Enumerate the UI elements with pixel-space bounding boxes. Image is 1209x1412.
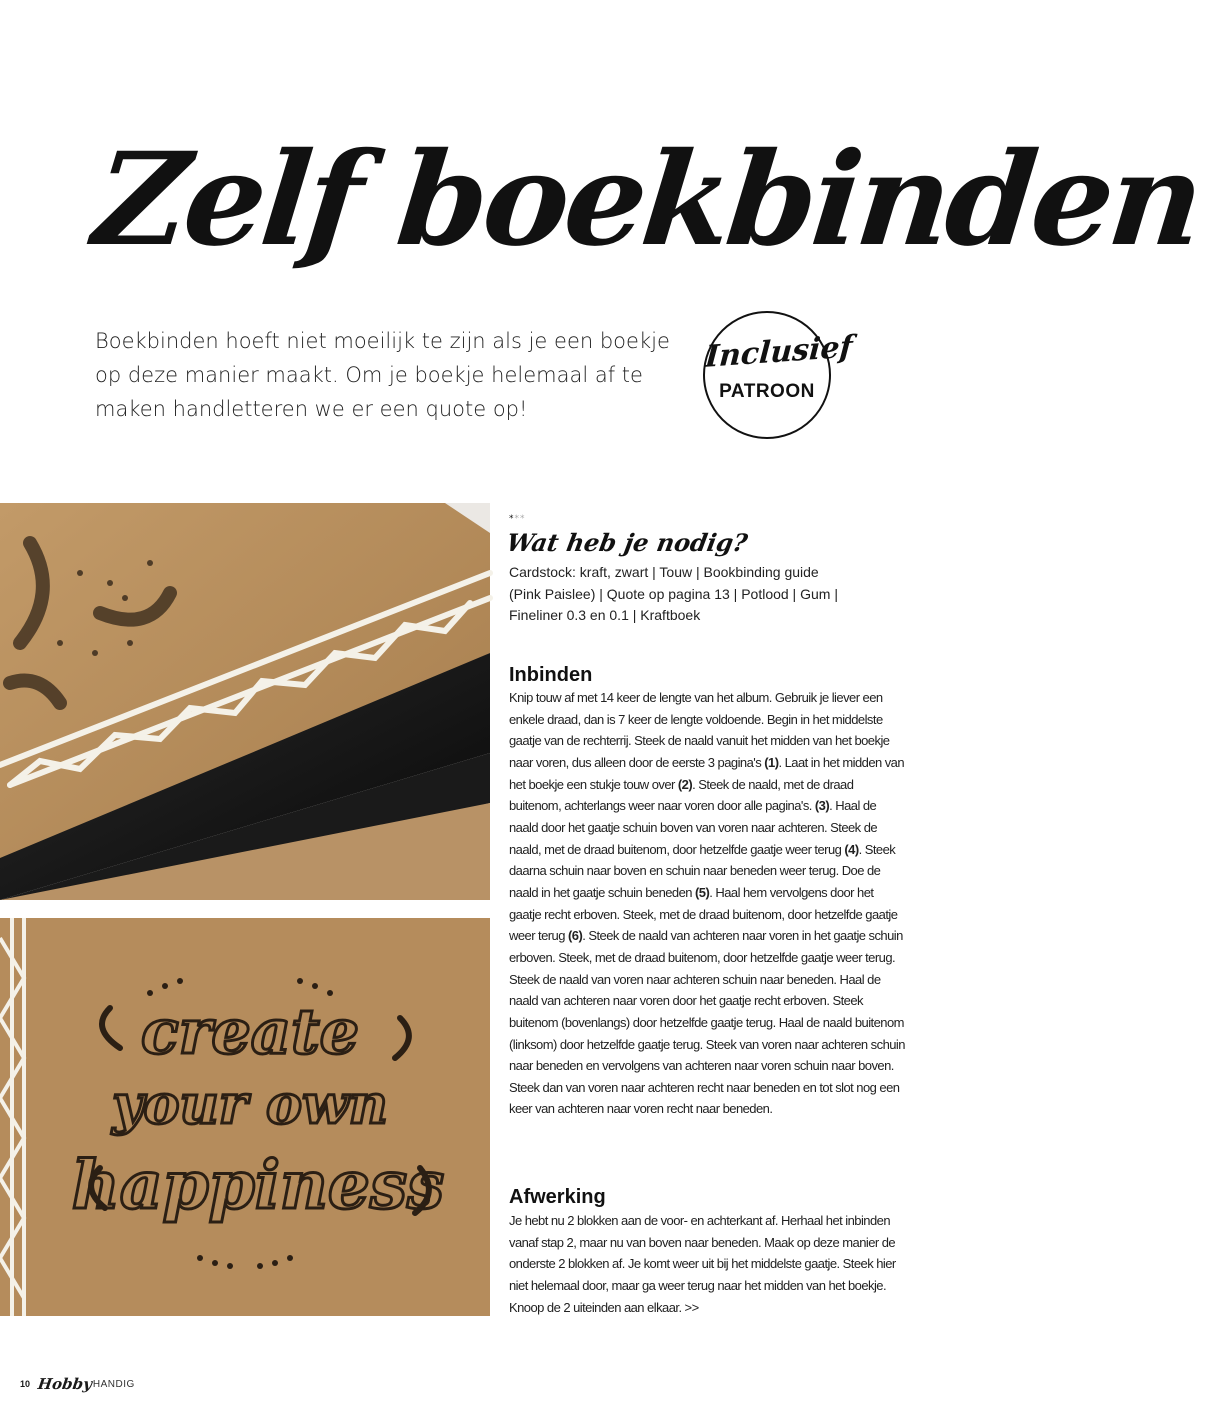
star-dark: * [509, 514, 515, 524]
magazine-logo-sub: HANDIG [92, 1378, 135, 1390]
inbinden-heading: Inbinden [509, 664, 593, 686]
intro-text: Boekbinden hoeft niet moeilijk te zijn als je een boekje op deze manier maakt. Om je boekje helemaal af te maken handletteren we er een quote op! [95, 329, 670, 421]
badge-script: Inclusief [703, 329, 854, 375]
magazine-logo: Hobby [36, 1375, 94, 1393]
photo-book-spine [0, 503, 490, 900]
needs-heading: Wat heb je nodig? [504, 528, 750, 557]
book-spine-illustration [0, 503, 490, 900]
star-light: ** [514, 514, 526, 524]
quote-line-1: create [140, 995, 360, 1068]
decorative-stars [509, 514, 526, 524]
badge-sub: PATROON [719, 381, 815, 402]
quote-line-2: your own [112, 1072, 388, 1136]
page-footer [20, 1374, 135, 1394]
quote-line-3: happiness [71, 1146, 445, 1224]
photo-lettered-cover [0, 918, 490, 1316]
afwerking-heading: Afwerking [509, 1186, 606, 1208]
afwerking-text: Je hebt nu 2 blokken aan de voor- en achterkant af. Herhaal het inbinden vanaf stap 2, maar nu van boven naar beneden. Maak op deze manier de onderste 2 blokken af. Je komt weer uit bij het middelste gaatje. Steek hier niet helemaal door, maar ga weer terug naar het midden van het boekje. Knoop de 2 uiteinden aan elkaar. >> [509, 1213, 896, 1315]
lettered-cover-illustration [0, 918, 490, 1316]
inbinden-text: Knip touw af met 14 keer de lengte van het album. Gebruik je liever een enkele draad, dan is 7 keer de lengte voldoende. Begin in het middelste gaatje van de rechterrij. Steek de naald vanuit het midden van het boekje naar voren, dus alleen door de eerste 3 pagina's (1). Laat in het midden van het boekje een stukje touw over (2). Steek de naald, met de draad buitenom, achterlangs weer naar voren door alle pagina's. (3). Haal de naald door het gaatje schuin boven van voren naar achteren. Steek de naald, met de draad buitenom, door hetzelfde gaatje weer terug (4). Steek daarna schuin naar boven en schuin naar beneden weer terug. Doe de naald in het gaatje schuin beneden (5). Haal hem vervolgens door het gaatje recht erboven. Steek, met de draad buitenom, door hetzelfde gaatje weer terug (6). Steek de naald van achteren naar voren in het gaatje schuin erboven. Steek, met de draad buitenom, door hetzelfde gaatje weer terug. Steek de naald van voren naar achteren schuin naar beneden. Haal de naald van achteren naar voren door het gaatje recht erboven. Steek buitenom (bovenlangs) door hetzelfde gaatje terug. Haal de naald buitenom (linksom) door hetzelfde gaatje terug. Steek van voren naar achteren schuin naar beneden en vervolgens van achteren naar voren schuin naar boven. Steek dan van voren naar achteren recht naar beneden en tot slot nog een keer van achteren naar voren recht naar beneden. [509, 690, 905, 1117]
page-title: Zelf boekbinden [87, 125, 1207, 275]
needs-list: Cardstock: kraft, zwart | Touw | Bookbinding guide (Pink Paislee) | Quote op pagina 13 | Potlood | Gum | Fineliner 0.3 en 0.1 | Kraftboek [509, 564, 838, 624]
pattern-badge [703, 311, 854, 439]
page-number: 10 [20, 1379, 31, 1389]
